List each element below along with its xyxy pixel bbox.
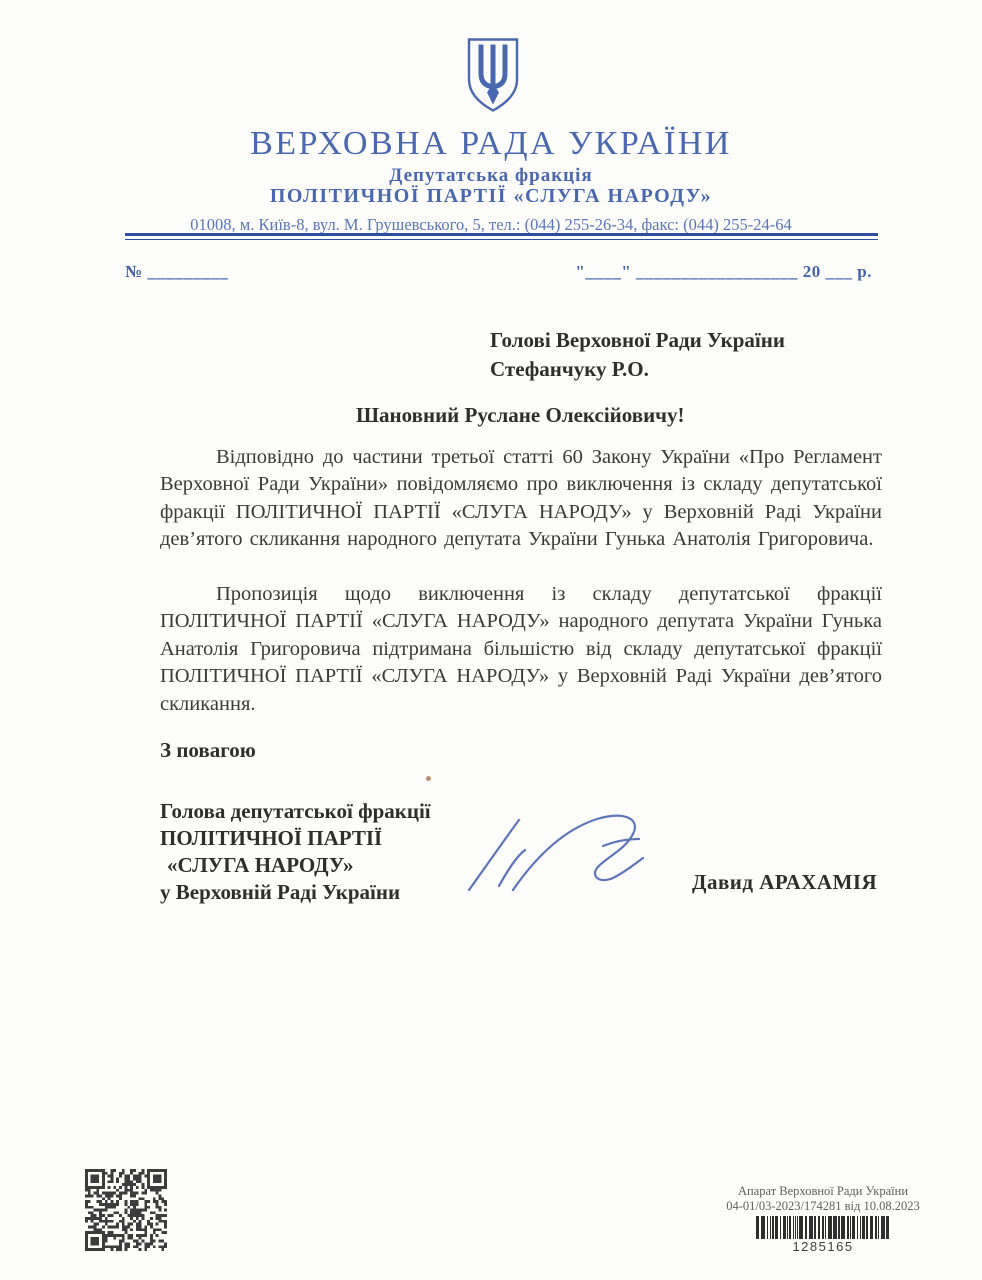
signer-title-line: Голова депутатської фракції [160,799,431,823]
body-paragraph: Пропозиція щодо виключення із складу депутатської фракції ПОЛІТИЧНОЇ ПАРТІЇ «СЛУГА НАРОДУ» народного депутата України Гунька Анатолія Григоровича підтримана більшістю від складу депутатської фракції ПОЛІТИЧНОЇ ПАРТІЇ «СЛУГА НАРОДУ» у Верховній Раді України дев’ятого скликання. [160,583,882,715]
signer-title-line: ПОЛІТИЧНОЇ ПАРТІЇ [160,826,383,850]
stamp-number-line: 04-01/03-2023/174281 від 10.08.2023 [726,1199,920,1213]
recipient-line: Стефанчуку Р.О. [490,357,649,381]
reference-line [125,262,872,282]
signer-name: Давид АРАХАМІЯ [692,870,878,894]
signer-title-line: «СЛУГА НАРОДУ» [167,853,354,877]
recipient-block [490,326,785,384]
doc-date-blank: "____" __________________ 20 ___ р. [575,262,872,281]
ukraine-trident-emblem-icon [464,37,522,114]
doc-number-blank: № _________ [125,262,229,281]
registration-stamp [708,1184,938,1214]
party-subtitle: ПОЛІТИЧНОЇ ПАРТІЇ «СЛУГА НАРОДУ» [269,185,713,207]
qr-code [85,1168,167,1252]
handwritten-signature-icon [455,806,665,901]
salutation: Шановний Руслане Олексійовичу! [356,403,685,427]
signer-title-block [160,798,431,906]
stamp-org-line: Апарат Верховної Ради України [737,1184,909,1198]
letterhead-divider [125,233,878,240]
signer-title-line: у Верховній Раді України [160,880,401,904]
faction-subtitle: Депутатська фракція [389,165,593,186]
address-line: 01008, м. Київ-8, вул. М. Грушевського, 5, тел.: (044) 255-26-34, факс: (044) 255-24-64 [190,215,792,234]
barcode-number: 1285165 [792,1239,854,1254]
body-paragraph: Відповідно до частини третьої статті 60 Закону України «Про Регламент Верховної Ради України» повідомляємо про виключення із складу депутатської фракції ПОЛІТИЧНОЇ ПАРТІЇ «СЛУГА НАРОДУ» у Верховній Раді України дев’ятого скликання народного депутата України Гунька Анатолія Григоровича. [160,446,882,551]
barcode [756,1216,890,1239]
scan-speck [426,776,431,781]
closing-phrase: З повагою [160,738,256,762]
recipient-line: Голові Верховної Ради України [490,328,785,352]
org-title: ВЕРХОВНА РАДА УКРАЇНИ [250,125,732,162]
